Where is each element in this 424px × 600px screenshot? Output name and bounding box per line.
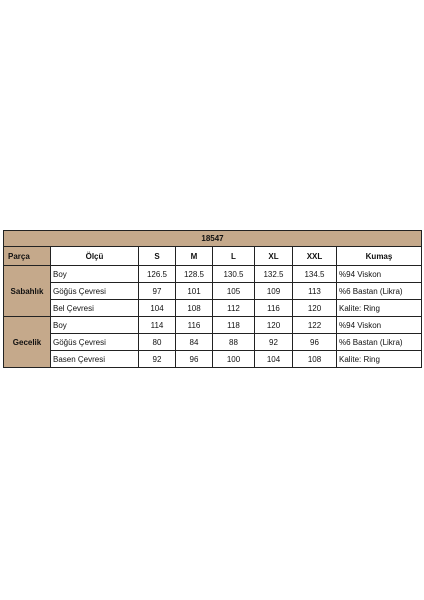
fabric-cell: Kalite: Ring [337,300,422,317]
value-cell: 92 [255,334,293,351]
value-cell: 84 [176,334,213,351]
fabric-cell: %6 Bastan (Likra) [337,334,422,351]
value-cell: 104 [255,351,293,368]
header-row [4,247,422,266]
measure-cell: Boy [51,317,139,334]
measure-cell: Göğüs Çevresi [51,283,139,300]
measure-cell: Göğüs Çevresi [51,334,139,351]
group-label-gecelik: Gecelik [4,317,51,368]
value-cell: 97 [139,283,176,300]
table-row [4,266,422,283]
header-size-m: M [176,247,213,266]
value-cell: 118 [213,317,255,334]
fabric-cell: Kalite: Ring [337,351,422,368]
table-row [4,334,422,351]
table-row [4,317,422,334]
measure-cell: Bel Çevresi [51,300,139,317]
measure-cell: Boy [51,266,139,283]
value-cell: 108 [176,300,213,317]
size-chart-table [3,230,422,368]
header-size-s: S [139,247,176,266]
value-cell: 88 [213,334,255,351]
value-cell: 113 [293,283,337,300]
value-cell: 116 [176,317,213,334]
value-cell: 92 [139,351,176,368]
value-cell: 116 [255,300,293,317]
value-cell: 100 [213,351,255,368]
header-measure: Ölçü [51,247,139,266]
header-part: Parça [4,247,51,266]
group-label-sabahlik: Sabahlık [4,266,51,317]
measure-cell: Basen Çevresi [51,351,139,368]
value-cell: 114 [139,317,176,334]
header-size-xl: XL [255,247,293,266]
value-cell: 108 [293,351,337,368]
fabric-cell: %6 Bastan (Likra) [337,283,422,300]
value-cell: 104 [139,300,176,317]
value-cell: 80 [139,334,176,351]
header-size-xxl: XXL [293,247,337,266]
fabric-cell: %94 Viskon [337,266,422,283]
value-cell: 130.5 [213,266,255,283]
product-code: 18547 [4,231,422,247]
value-cell: 96 [176,351,213,368]
header-size-l: L [213,247,255,266]
value-cell: 96 [293,334,337,351]
table-row [4,283,422,300]
table-title-row [4,231,422,247]
table-row [4,351,422,368]
header-fabric: Kumaş [337,247,422,266]
fabric-cell: %94 Viskon [337,317,422,334]
value-cell: 109 [255,283,293,300]
value-cell: 112 [213,300,255,317]
value-cell: 120 [293,300,337,317]
table-row [4,300,422,317]
value-cell: 134.5 [293,266,337,283]
value-cell: 132.5 [255,266,293,283]
value-cell: 122 [293,317,337,334]
value-cell: 128.5 [176,266,213,283]
value-cell: 105 [213,283,255,300]
value-cell: 120 [255,317,293,334]
value-cell: 126.5 [139,266,176,283]
value-cell: 101 [176,283,213,300]
